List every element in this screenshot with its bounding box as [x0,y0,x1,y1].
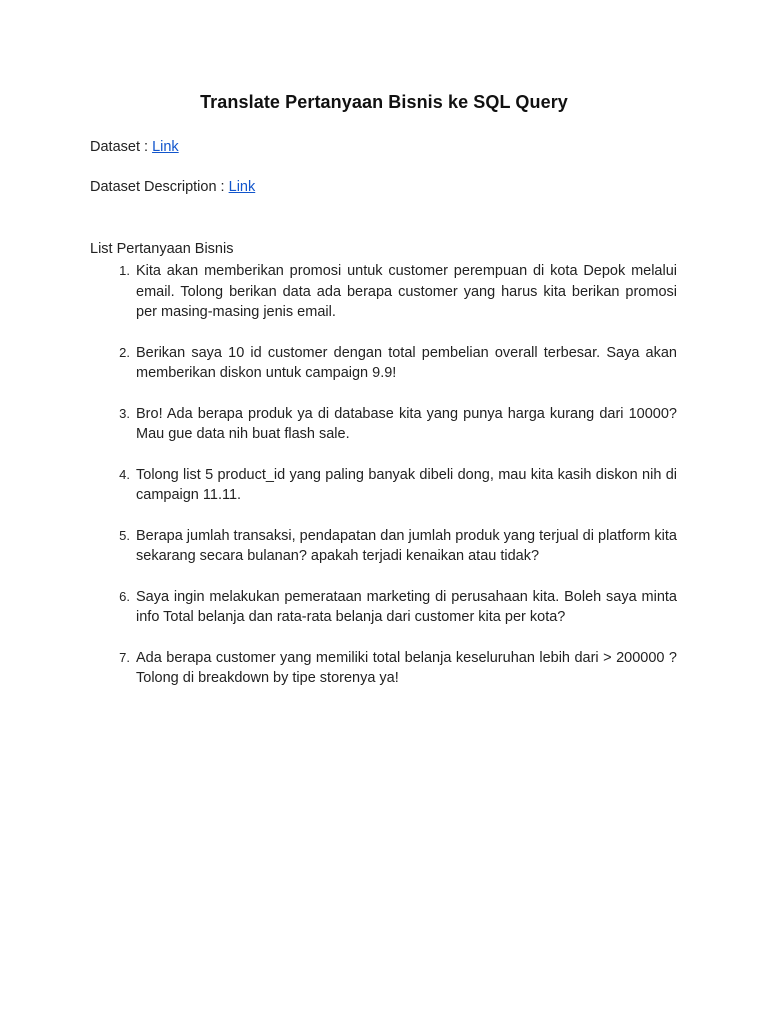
question-text: Kita akan memberikan promosi untuk customer perempuan di kota Depok melalui email. Tolong berikan data ada berapa customer yang harus kita berikan promosi per masing-masing jenis email. [136,263,677,320]
dataset-description-link[interactable]: Link [228,179,256,195]
question-text: Bro! Ada berapa produk ya di database kita yang punya harga kurang dari 10000? Mau gue data nih buat flash sale. [136,405,677,442]
question-number: 5. [119,527,130,543]
list-heading: List Pertanyaan Bisnis [90,241,234,257]
question-text: Ada berapa customer yang memiliki total belanja keseluruhan lebih dari > 200000 ? Tolong di breakdown by tipe storenya ya! [136,649,677,686]
question-text: Saya ingin melakukan pemerataan marketing di perusahaan kita. Boleh saya minta info Total belanja dan rata-rata belanja dari customer kita per kota? [136,588,677,625]
question-number: 6. [119,588,130,604]
question-item [90,261,677,323]
question-item [90,587,677,628]
question-number: 2. [119,344,130,360]
page-title: Translate Pertanyaan Bisnis ke SQL Query [200,92,568,112]
question-number: 3. [119,405,130,421]
question-text: Berikan saya 10 id customer dengan total pembelian overall terbesar. Saya akan memberikan diskon untuk campaign 9.9! [136,344,677,381]
dataset-description-line [90,179,255,195]
dataset-line [90,139,179,155]
question-item [90,343,677,384]
question-number: 4. [119,466,130,482]
question-list [90,261,677,709]
question-item [90,465,677,506]
question-text: Tolong list 5 product_id yang paling banyak dibeli dong, mau kita kasih diskon nih di campaign 11.11. [136,466,677,503]
dataset-label: Dataset : [90,139,153,155]
question-number: 1. [119,263,130,278]
question-number: 7. [119,649,130,665]
question-text: Berapa jumlah transaksi, pendapatan dan jumlah produk yang terjual di platform kita sekarang secara bulanan? apakah terjadi kenaikan atau tidak? [136,527,677,564]
question-item [90,404,677,445]
dataset-description-label: Dataset Description : [90,179,229,195]
question-item [90,526,677,567]
question-item [90,648,677,689]
dataset-link[interactable]: Link [152,139,179,155]
